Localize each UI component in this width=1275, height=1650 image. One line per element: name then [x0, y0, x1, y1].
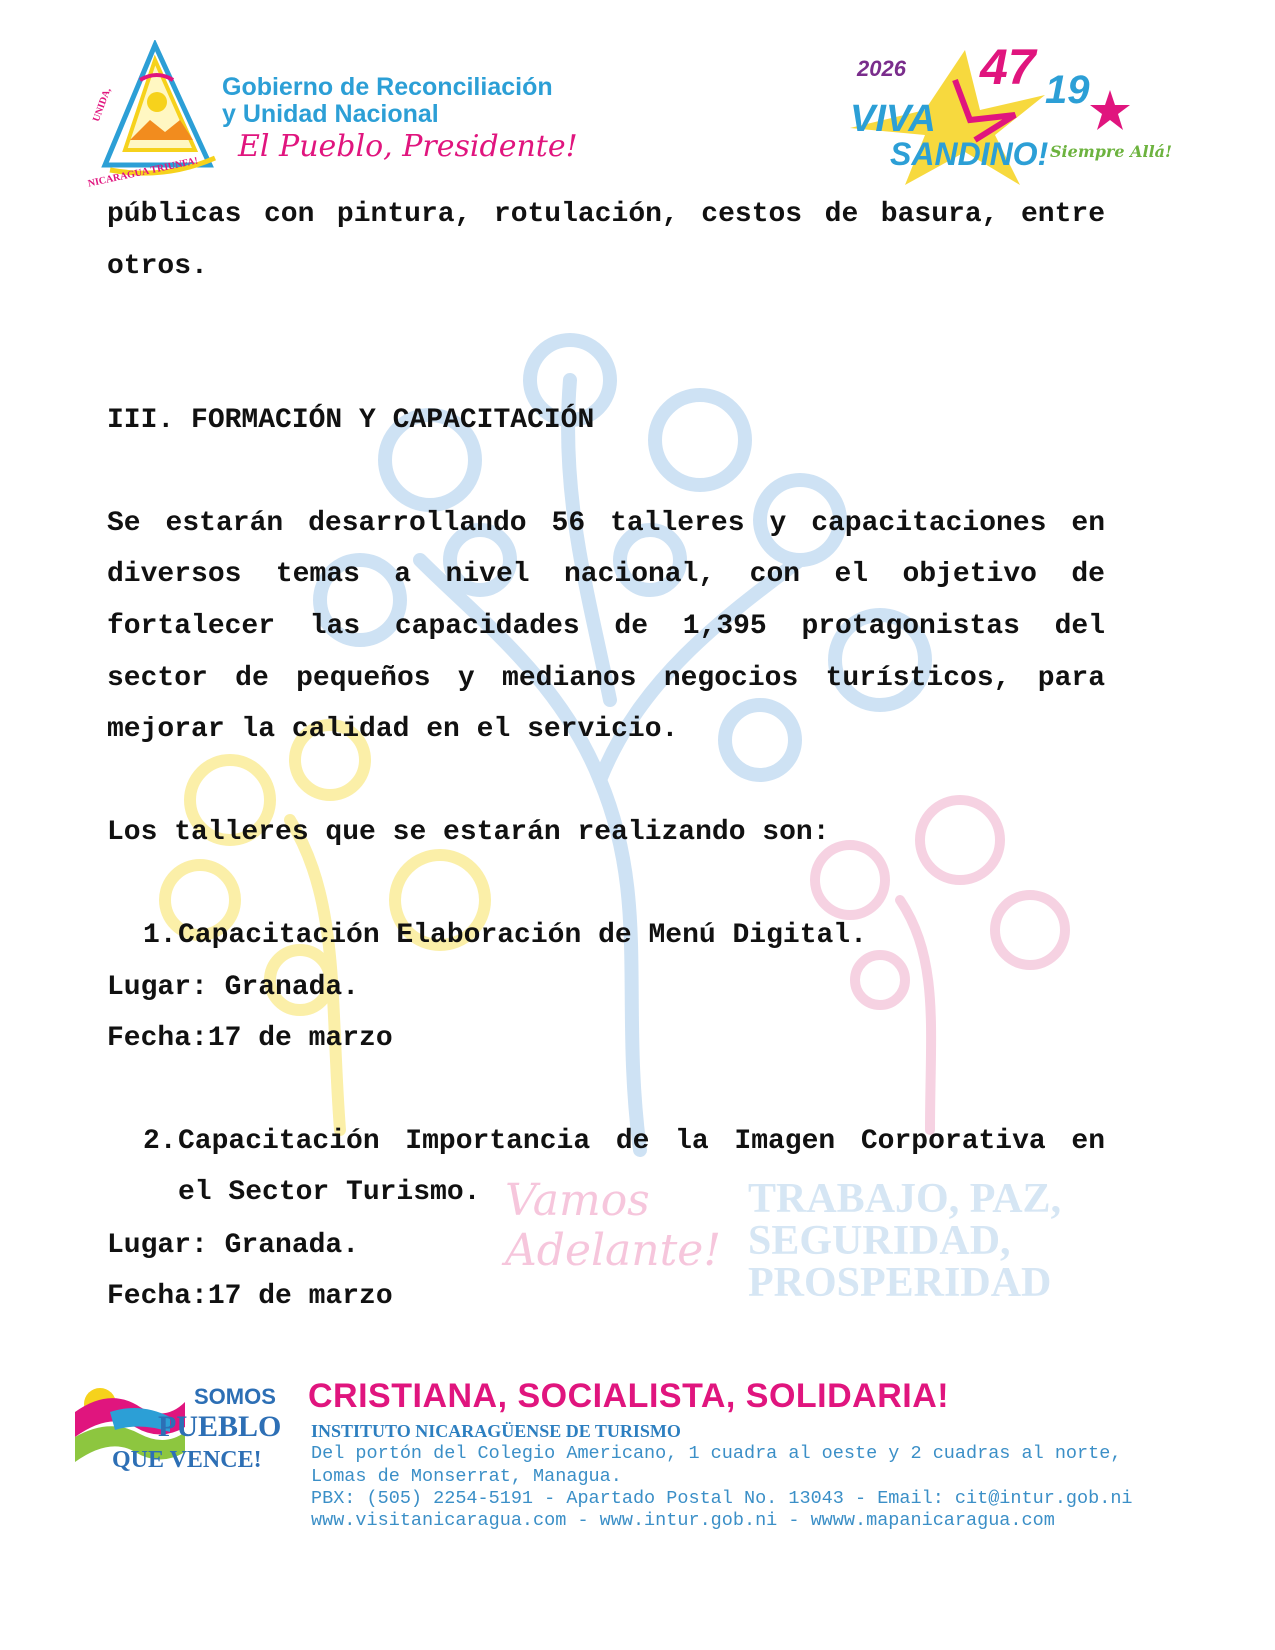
- logo-viva: VIVA: [850, 98, 936, 140]
- watermark-slogan: [748, 1178, 1061, 1304]
- contact-line: PBX: (505) 2254-5191 - Apartado Postal No. 13043 - Email: cit@intur.gob.ni: [311, 1488, 1133, 1509]
- logo-num2: 19: [1045, 68, 1090, 112]
- body-line: otros.: [107, 251, 208, 282]
- list-item-title: Capacitación Elaboración de Menú Digital.: [178, 920, 867, 951]
- logo-line: PUEBLO: [158, 1410, 282, 1443]
- body-line: Se estarán desarrollando 56 talleres y capacitaciones en: [107, 508, 1105, 539]
- list-item-title-cont: el Sector Turismo.: [178, 1177, 481, 1208]
- emblem-text: UNIDA,: [90, 86, 114, 124]
- logo-line: QUE VENCE!: [112, 1447, 262, 1473]
- logo-year: 2026: [857, 56, 906, 81]
- body-line: diversos temas a nivel nacional, con el objetivo de: [107, 559, 1105, 590]
- list-item-date: Fecha:17 de marzo: [107, 1281, 393, 1312]
- footer-motto: CRISTIANA, SOCIALISTA, SOLIDARIA!: [308, 1377, 950, 1415]
- institution-name: INSTITUTO NICARAGÜENSE DE TURISMO: [311, 1421, 681, 1441]
- body-line: mejorar la calidad en el servicio.: [107, 714, 679, 745]
- gov-line: Gobierno de Reconciliación: [222, 73, 553, 101]
- watermark-line: PROSPERIDAD: [748, 1260, 1052, 1306]
- logo-num1: 47: [980, 39, 1036, 95]
- logo-sandino: SANDINO!: [890, 136, 1049, 172]
- viva-sandino-logo: [845, 39, 1173, 185]
- somos-pueblo-logo: [70, 1382, 290, 1482]
- logo-tag: Siempre Allá!: [1050, 142, 1173, 161]
- list-intro: Los talleres que se estarán realizando son:: [107, 817, 830, 848]
- list-item-place: Lugar: Granada.: [107, 972, 360, 1003]
- body-line: fortalecer las capacidades de 1,395 protagonistas del: [107, 611, 1105, 642]
- emblem-text: NICARAGUA TRIUNFA!: [86, 155, 199, 190]
- logo-line: SOMOS: [194, 1384, 276, 1409]
- address-line: Del portón del Colegio Americano, 1 cuadra al oeste y 2 cuadras al norte,: [311, 1443, 1122, 1464]
- section-title: III. FORMACIÓN Y CAPACITACIÓN: [107, 405, 595, 436]
- gov-line: y Unidad Nacional: [222, 100, 439, 128]
- body-line: sector de pequeños y medianos negocios turísticos, para: [107, 663, 1105, 694]
- websites-line: www.visitanicaragua.com - www.intur.gob.ni - wwww.mapanicaragua.com: [311, 1510, 1055, 1531]
- list-item-title: Capacitación Importancia de la Imagen Corporativa en: [178, 1126, 1105, 1157]
- watermark-line: SEGURIDAD,: [748, 1218, 1011, 1264]
- address-line: Lomas de Monserrat, Managua.: [311, 1466, 622, 1487]
- list-number: 2.: [143, 1126, 177, 1157]
- government-emblem: [85, 40, 225, 190]
- watermark-script: Vamos Adelante!: [505, 1175, 722, 1276]
- body-line: públicas con pintura, rotulación, cestos de basura, entre: [107, 199, 1105, 230]
- slogan: El Pueblo, Presidente!: [238, 129, 578, 164]
- watermark-line: TRABAJO, PAZ,: [748, 1176, 1062, 1222]
- list-item-place: Lugar: Granada.: [107, 1230, 360, 1261]
- list-number: 1.: [143, 920, 177, 951]
- government-name: [222, 74, 553, 128]
- list-item-date: Fecha:17 de marzo: [107, 1023, 393, 1054]
